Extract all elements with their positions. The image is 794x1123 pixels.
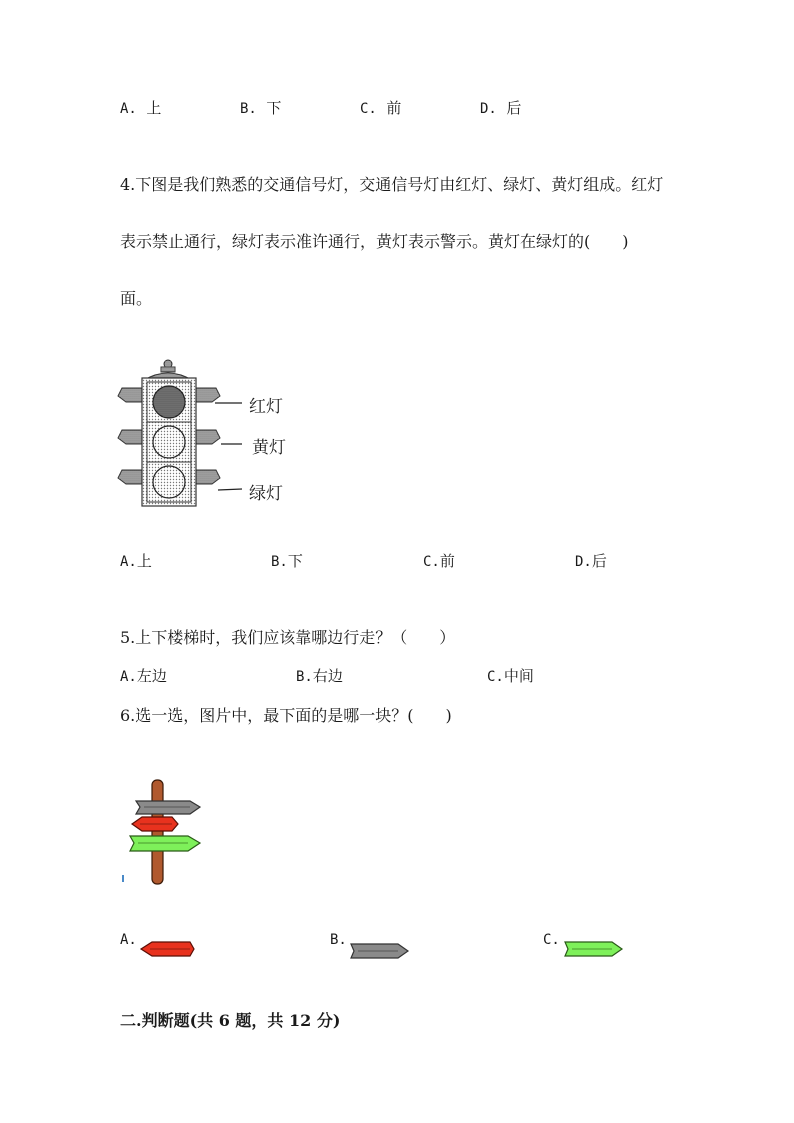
option-letter: C. (360, 101, 377, 117)
option-text: 下 (287, 552, 303, 570)
q3-option-b[interactable] (240, 97, 281, 118)
q4-text-line3: 面。 (120, 289, 153, 308)
q5-text: 5.上下楼梯时，我们应该靠哪边行走？（ ） (120, 628, 456, 647)
yellow-lamp (153, 426, 185, 458)
gray-sign-icon (350, 942, 410, 960)
option-letter: B. (271, 554, 288, 570)
option-text: 下 (266, 99, 282, 117)
q6-option-b[interactable] (330, 930, 347, 948)
option-letter: B. (296, 669, 313, 685)
q3-option-c[interactable] (360, 97, 401, 118)
option-letter: A. (120, 932, 137, 948)
option-text: 后 (506, 99, 522, 117)
option-letter: B. (240, 101, 257, 117)
option-letter: C. (543, 932, 560, 948)
signpost-figure (120, 776, 210, 888)
green-sign-shape (130, 836, 200, 851)
q5-option-b[interactable] (296, 665, 343, 686)
option-letter: A. (120, 669, 137, 685)
q5-option-a[interactable] (120, 665, 167, 686)
option-text: 后 (591, 552, 607, 570)
label-red-light: 红灯 (249, 397, 283, 417)
green-sign-icon (564, 940, 624, 958)
red-lamp (153, 386, 185, 418)
option-text: 右边 (312, 667, 343, 685)
option-text: 前 (439, 552, 455, 570)
option-text: 上 (136, 552, 152, 570)
gray-sign-shape (136, 801, 200, 814)
red-sign-icon (140, 940, 196, 958)
q4-text-line2: 表示禁止通行，绿灯表示准许通行，黄灯表示警示。黄灯在绿灯的( ) (120, 232, 629, 251)
label-yellow-light: 黄灯 (252, 438, 286, 458)
q4-text-line1: 4.下图是我们熟悉的交通信号灯，交通信号灯由红灯、绿灯、黄灯组成。红灯 (120, 175, 664, 194)
q6-option-c[interactable] (543, 930, 560, 948)
option-letter: B. (330, 932, 347, 948)
label-green-light: 绿灯 (249, 484, 283, 504)
q6-option-a[interactable] (120, 930, 137, 948)
option-text: 上 (146, 99, 162, 117)
q4-option-b[interactable] (271, 550, 303, 571)
option-text: 左边 (136, 667, 167, 685)
option-letter: D. (480, 101, 497, 117)
option-letter: C. (487, 669, 504, 685)
q3-option-a[interactable] (120, 97, 161, 118)
q4-option-c[interactable] (423, 550, 455, 571)
option-letter: A. (120, 554, 137, 570)
q6-text: 6.选一选，图片中，最下面的是哪一块？( ) (120, 706, 452, 725)
option-letter: C. (423, 554, 440, 570)
section-heading: 二.判断题(共 6 题，共 12 分) (120, 1011, 341, 1030)
green-lamp (153, 466, 185, 498)
option-text: 中间 (503, 667, 534, 685)
option-letter: D. (575, 554, 592, 570)
q4-option-a[interactable] (120, 550, 152, 571)
option-text: 前 (386, 99, 402, 117)
q4-option-d[interactable] (575, 550, 607, 571)
option-letter: A. (120, 101, 137, 117)
q5-option-c[interactable] (487, 665, 534, 686)
q3-option-d[interactable] (480, 97, 521, 118)
